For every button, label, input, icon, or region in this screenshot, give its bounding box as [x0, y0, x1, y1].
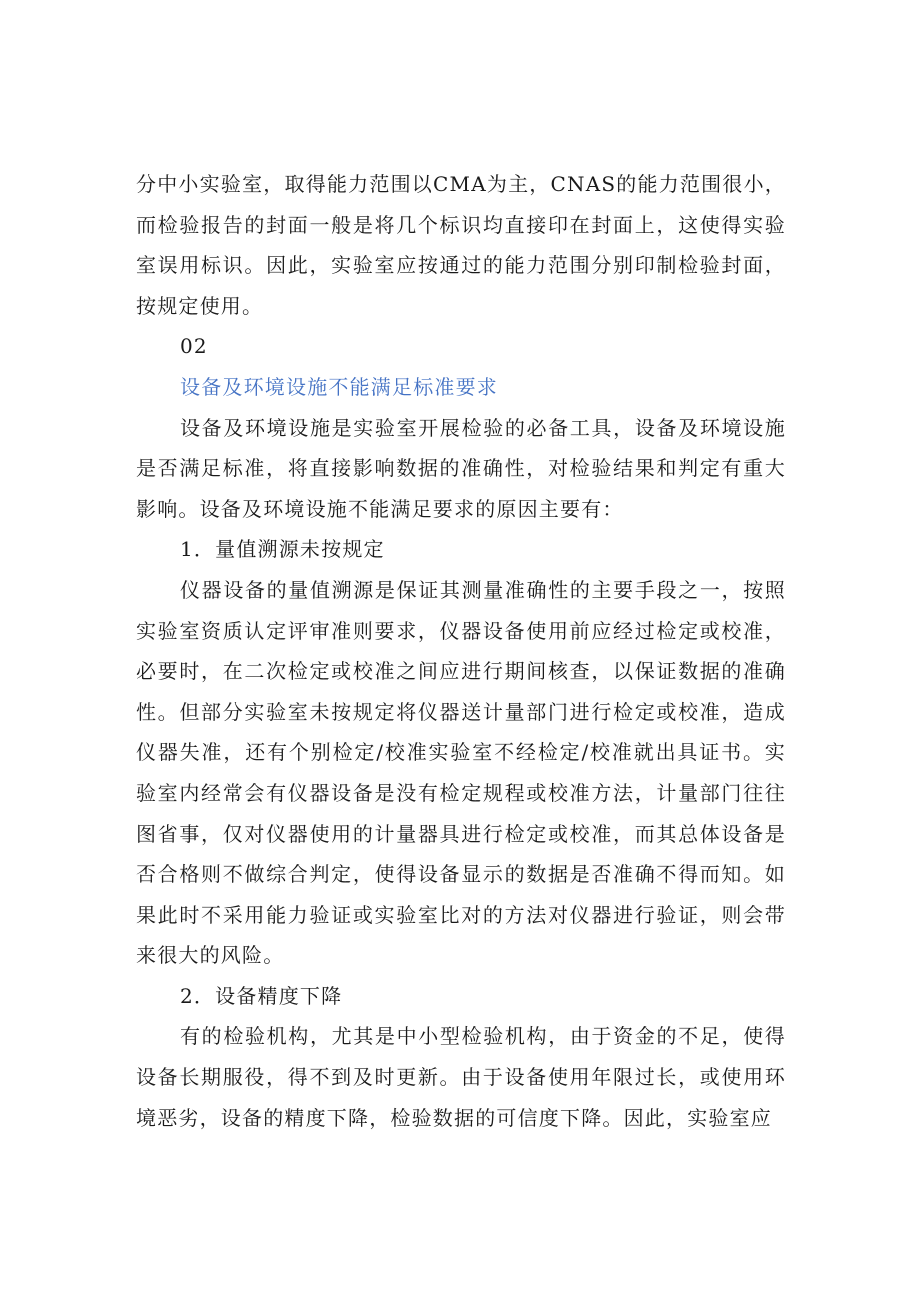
paragraph-intro: 设备及环境设施是实验室开展检验的必备工具，设备及环境设施是否满足标准，将直接影响数据的准确性，对检验结果和判定有重大影响。设备及环境设施不能满足要求的原因主要有： — [136, 415, 786, 521]
subheading-traceability: 1．量值溯源未按规定 — [180, 537, 385, 562]
document-body — [136, 164, 786, 1138]
paragraph-precision: 有的检验机构，尤其是中小型检验机构，由于资金的不足，使得设备长期服役，得不到及时更新。由于设备使用年限过长，或使用环境恶劣，设备的精度下降，检验数据的可信度下降。因此，实验室应 — [136, 1024, 786, 1130]
paragraph-traceability: 仪器设备的量值溯源是保证其测量准确性的主要手段之一，按照实验室资质认定评审准则要求，仪器设备使用前应经过检定或校准，必要时，在二次检定或校准之间应进行期间核查，以保证数据的准确性。但部分实验室未按规定将仪器送计量部门进行检定或校准，造成仪器失准，还有个别检定/校准实验室不经检定/校准就出具证书。实验室内经常会有仪器设备是没有检定规程或校准方法，计量部门往往图省事，仅对仪器使用的计量器具进行检定或校准，而其总体设备是否合格则不做综合判定，使得设备显示的数据是否准确不得而知。如果此时不采用能力验证或实验室比对的方法对仪器进行验证，则会带来很大的风险。 — [136, 577, 786, 968]
section-number: 02 — [180, 334, 208, 359]
paragraph-continuation: 分中小实验室，取得能力范围以CMA为主，CNAS的能力范围很小，而检验报告的封面一般是将几个标识均直接印在封面上，这使得实验室误用标识。因此，实验室应按通过的能力范围分别印制检验封面，按规定使用。 — [136, 172, 786, 318]
subheading-precision: 2．设备精度下降 — [180, 983, 343, 1008]
section-heading: 设备及环境设施不能满足标准要求 — [180, 374, 498, 399]
